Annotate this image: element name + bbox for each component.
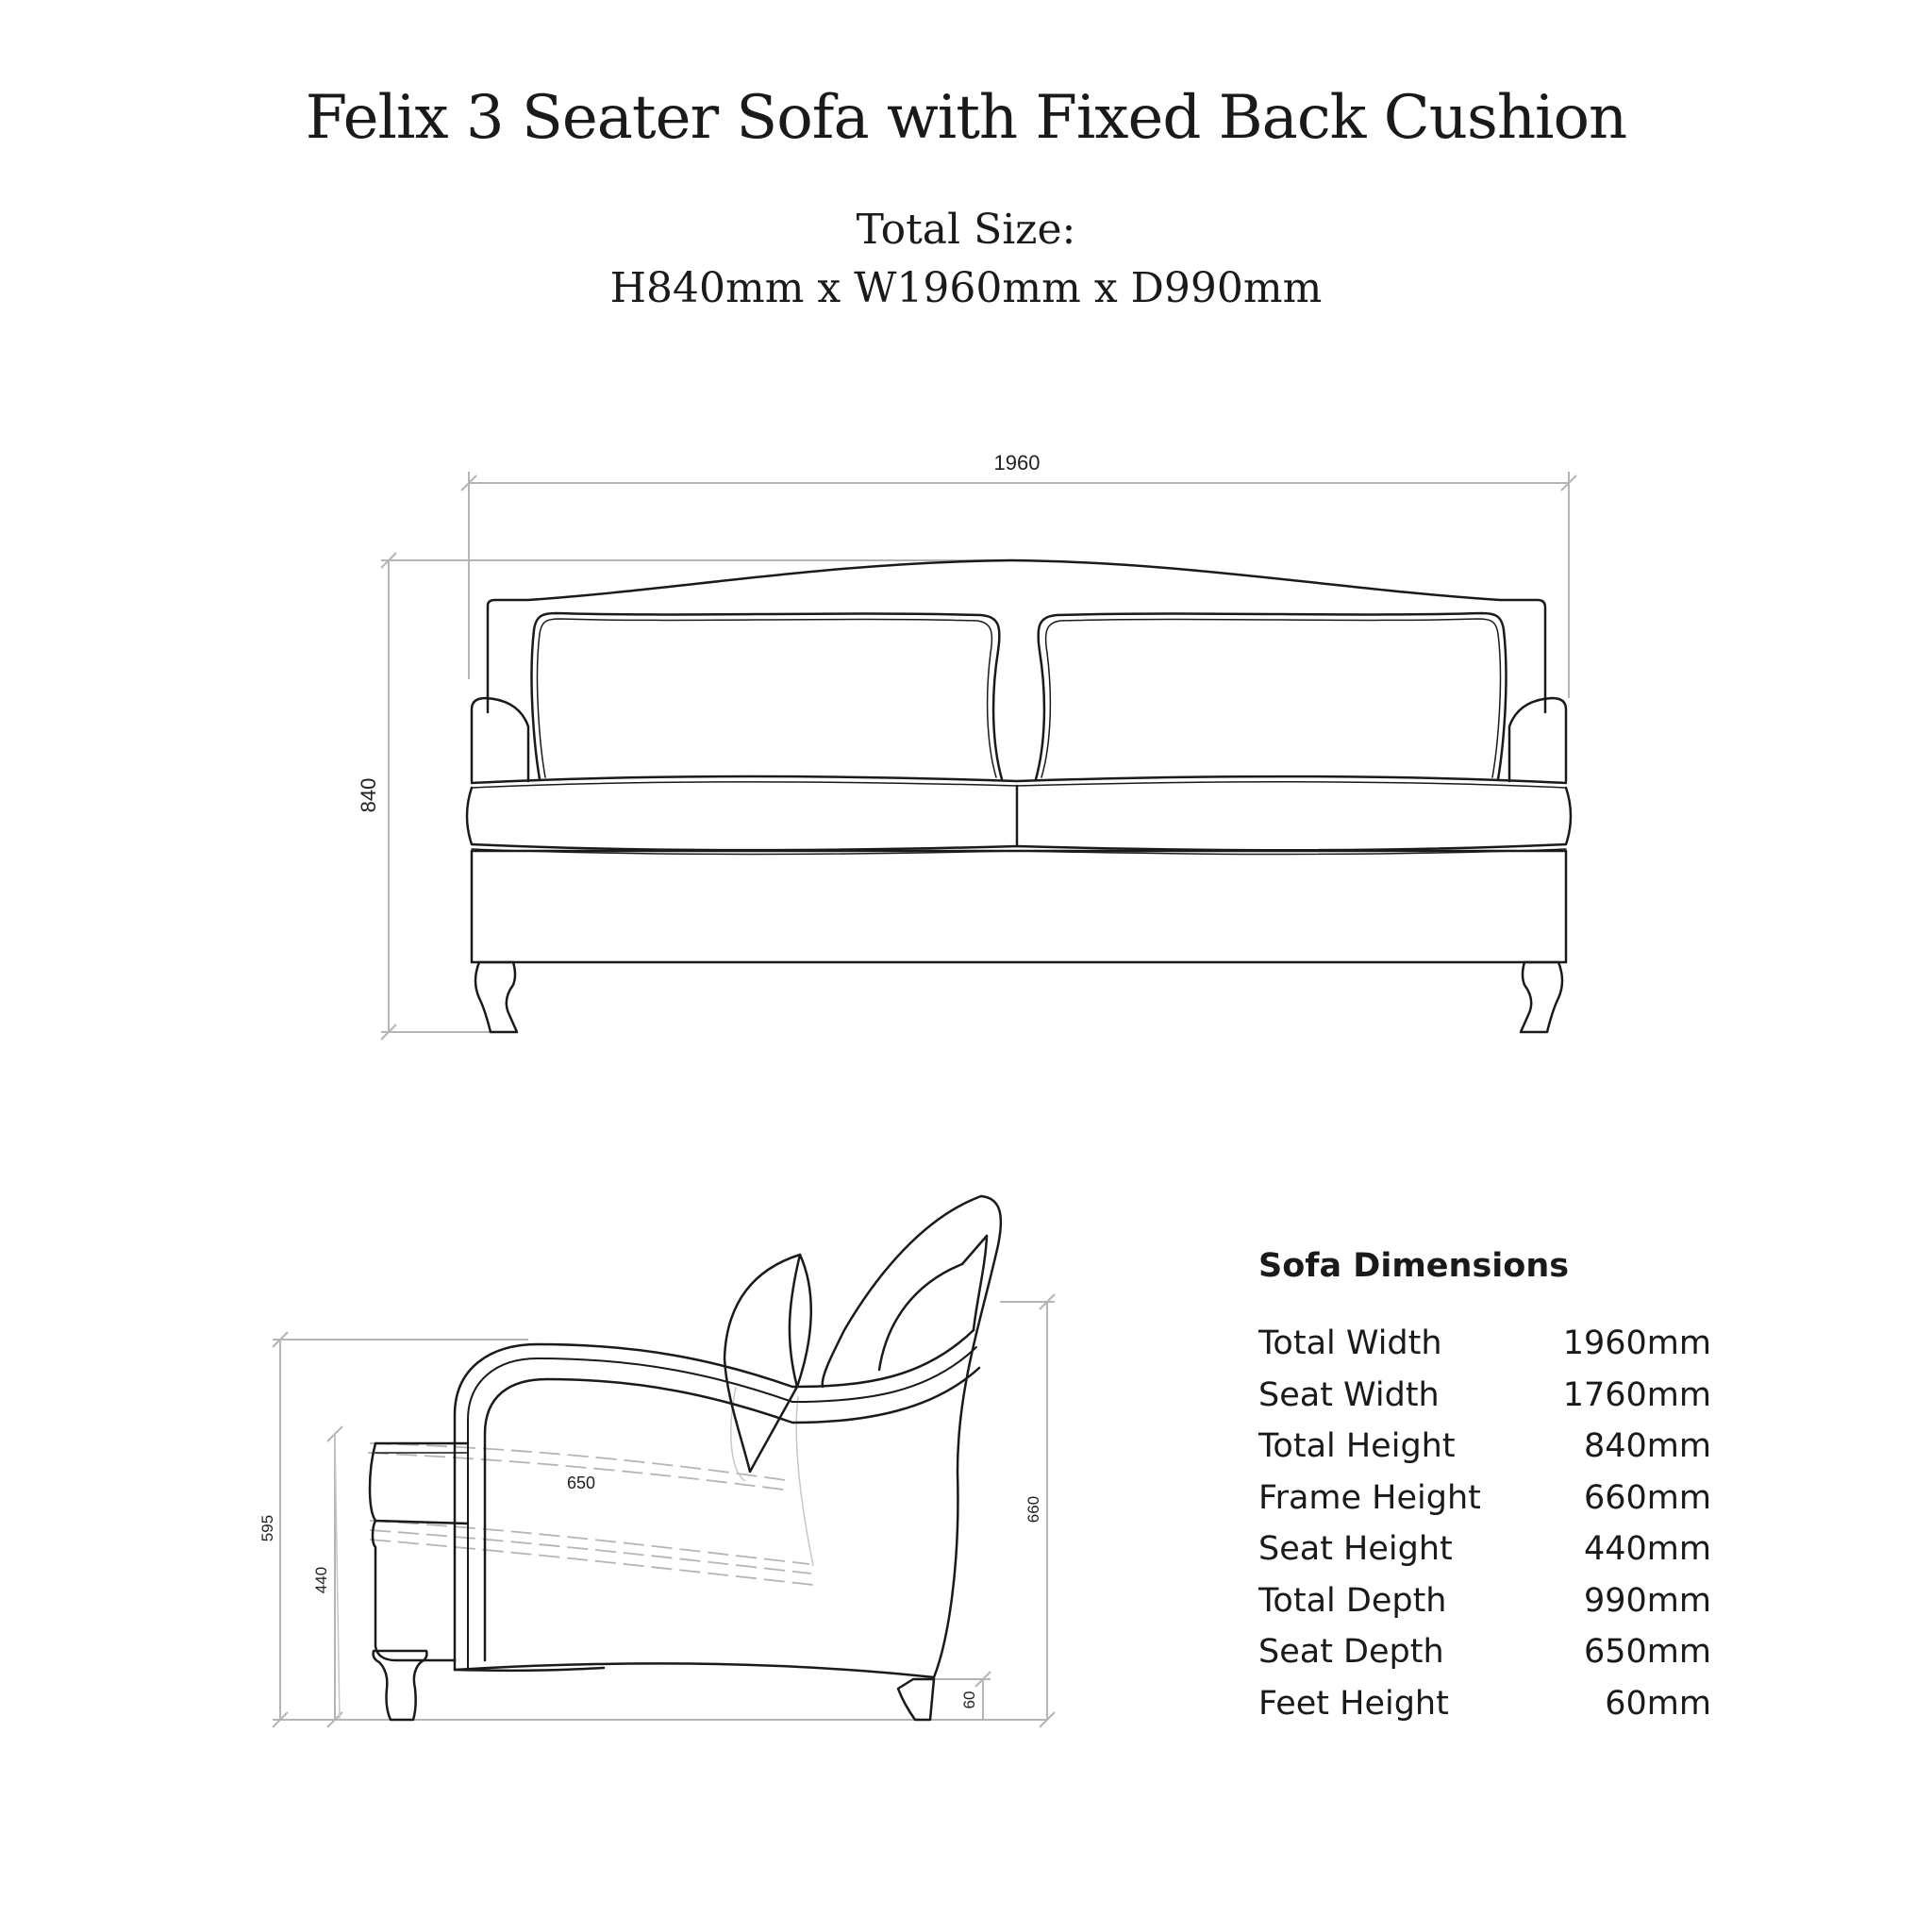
front-sofa-outline bbox=[467, 560, 1571, 1032]
spec-label: Seat Height bbox=[1258, 1530, 1453, 1568]
spec-value: 60mm bbox=[1605, 1684, 1711, 1723]
dimensions-panel bbox=[1258, 1247, 1711, 1736]
spec-label: Total Depth bbox=[1258, 1581, 1447, 1620]
front-dimension-lines bbox=[381, 472, 1576, 1040]
spec-label: Total Height bbox=[1258, 1427, 1456, 1465]
side-seat-depth-dimension: 650 bbox=[566, 1474, 596, 1492]
side-feet-height-dimension: 60 bbox=[960, 1690, 978, 1709]
spec-row-seat-width bbox=[1258, 1376, 1711, 1428]
spec-value: 990mm bbox=[1584, 1581, 1711, 1620]
total-size-label: Total Size: bbox=[856, 206, 1076, 254]
side-overall-height-dimension: 595 bbox=[258, 1514, 276, 1542]
spec-label: Seat Depth bbox=[1258, 1633, 1444, 1671]
side-hidden-lines bbox=[368, 1443, 813, 1585]
spec-row-seat-depth bbox=[1258, 1633, 1711, 1685]
front-view bbox=[357, 451, 1576, 1040]
total-size-value: H840mm x W1960mm x D990mm bbox=[609, 264, 1323, 312]
spec-label: Frame Height bbox=[1258, 1478, 1481, 1517]
spec-label: Seat Width bbox=[1258, 1375, 1440, 1414]
side-view bbox=[258, 1196, 1055, 1727]
spec-label: Total Width bbox=[1258, 1324, 1442, 1362]
spec-value: 660mm bbox=[1584, 1478, 1711, 1517]
spec-value: 1760mm bbox=[1562, 1375, 1711, 1414]
page-title: Felix 3 Seater Sofa with Fixed Back Cushion bbox=[305, 83, 1627, 153]
dimensions-heading: Sofa Dimensions bbox=[1258, 1247, 1570, 1285]
spec-row-total-width bbox=[1258, 1324, 1711, 1376]
side-seat-height-dimension: 440 bbox=[312, 1566, 330, 1594]
spec-row-total-depth bbox=[1258, 1582, 1711, 1634]
spec-value: 840mm bbox=[1584, 1427, 1711, 1465]
spec-row-total-height bbox=[1258, 1427, 1711, 1479]
spec-value: 1960mm bbox=[1562, 1324, 1711, 1362]
front-width-dimension: 1960 bbox=[993, 451, 1041, 475]
front-height-dimension: 840 bbox=[357, 777, 380, 813]
spec-label: Feet Height bbox=[1258, 1684, 1449, 1723]
spec-value: 440mm bbox=[1584, 1530, 1711, 1568]
spec-row-frame-height bbox=[1258, 1479, 1711, 1531]
spec-value: 650mm bbox=[1584, 1633, 1711, 1671]
spec-row-seat-height bbox=[1258, 1530, 1711, 1582]
spec-row-feet-height bbox=[1258, 1685, 1711, 1737]
side-frame-height-dimension: 660 bbox=[1024, 1495, 1042, 1524]
